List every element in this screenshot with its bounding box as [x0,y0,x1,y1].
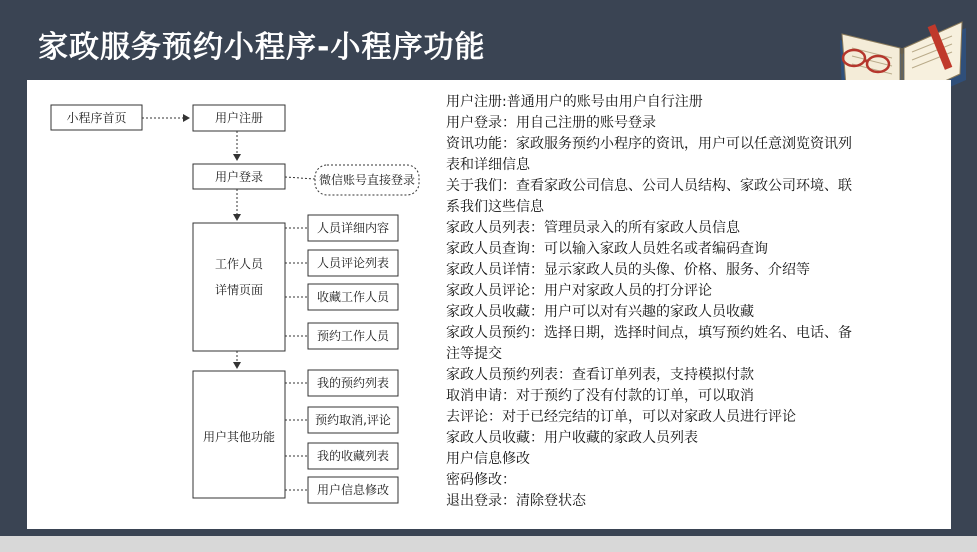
node-user-sub-label: 用户信息修改 [316,483,390,497]
node-user-sub-label: 我的预约列表 [316,376,390,390]
node-worker-detail-line2: 详情页面 [214,283,264,297]
node-login-label: 用户登录 [214,170,264,184]
node-wechat-login-label: 微信账号直接登录 [318,173,416,187]
node-home-label: 小程序首页 [66,111,127,125]
desc-line: 密码修改： [446,472,516,488]
node-worker-sub-label: 预约工作人员 [316,329,390,343]
desc-line: 家政人员详情：显示家政人员的头像、价格、服务、介绍等 [446,262,810,278]
desc-line: 用户登录：用自己注册的账号登录 [446,115,656,131]
node-register-label: 用户注册 [214,111,264,125]
node-worker-sub-label: 人员评论列表 [316,256,390,270]
desc-line: 家政人员收藏：用户收藏的家政人员列表 [446,430,698,446]
feature-description [446,92,886,512]
desc-line: 退出登录：清除登状态 [446,493,586,509]
slide-title: 家政服务预约小程序-小程序功能 [38,30,486,65]
desc-line: 家政人员预约列表：查看订单列表，支持模拟付款 [446,367,754,383]
flow-diagram [27,80,427,529]
node-worker-sub-label: 人员详细内容 [316,221,390,235]
desc-line: 家政人员预约：选择日期，选择时间点，填写预约姓名、电话、备 [446,325,852,341]
content-panel [27,80,951,529]
desc-line: 关于我们：查看家政公司信息、公司人员结构、家政公司环境、联 [446,178,852,194]
node-worker-detail-line1: 工作人员 [214,257,264,271]
desc-line: 注等提交 [446,346,502,362]
desc-line: 家政人员列表：管理员录入的所有家政人员信息 [446,220,740,236]
node-user-sub-label: 我的收藏列表 [316,449,390,463]
desc-line: 用户信息修改 [446,451,530,467]
desc-line: 家政人员收藏：用户可以对有兴趣的家政人员收藏 [446,304,754,320]
desc-line: 家政人员评论：用户对家政人员的打分评论 [446,283,712,299]
desc-line: 去评论：对于已经完结的订单，可以对家政人员进行评论 [446,409,796,425]
desc-line: 取消申请：对于预约了没有付款的订单，可以取消 [446,388,754,404]
desc-line: 资讯功能：家政服务预约小程序的资讯，用户可以任意浏览资讯列 [446,136,852,152]
desc-line: 系我们这些信息 [446,199,544,215]
bottom-bar [0,536,977,552]
desc-line: 家政人员查询：可以输入家政人员姓名或者编码查询 [446,241,768,257]
node-worker-sub-label: 收藏工作人员 [316,290,390,304]
line-login-wechat [285,177,315,179]
node-user-other-label: 用户其他功能 [202,430,276,444]
desc-line: 用户注册:普通用户的账号由用户自行注册 [446,94,703,110]
desc-line: 表和详细信息 [446,157,530,173]
node-user-sub-label: 预约取消,评论 [315,413,391,427]
